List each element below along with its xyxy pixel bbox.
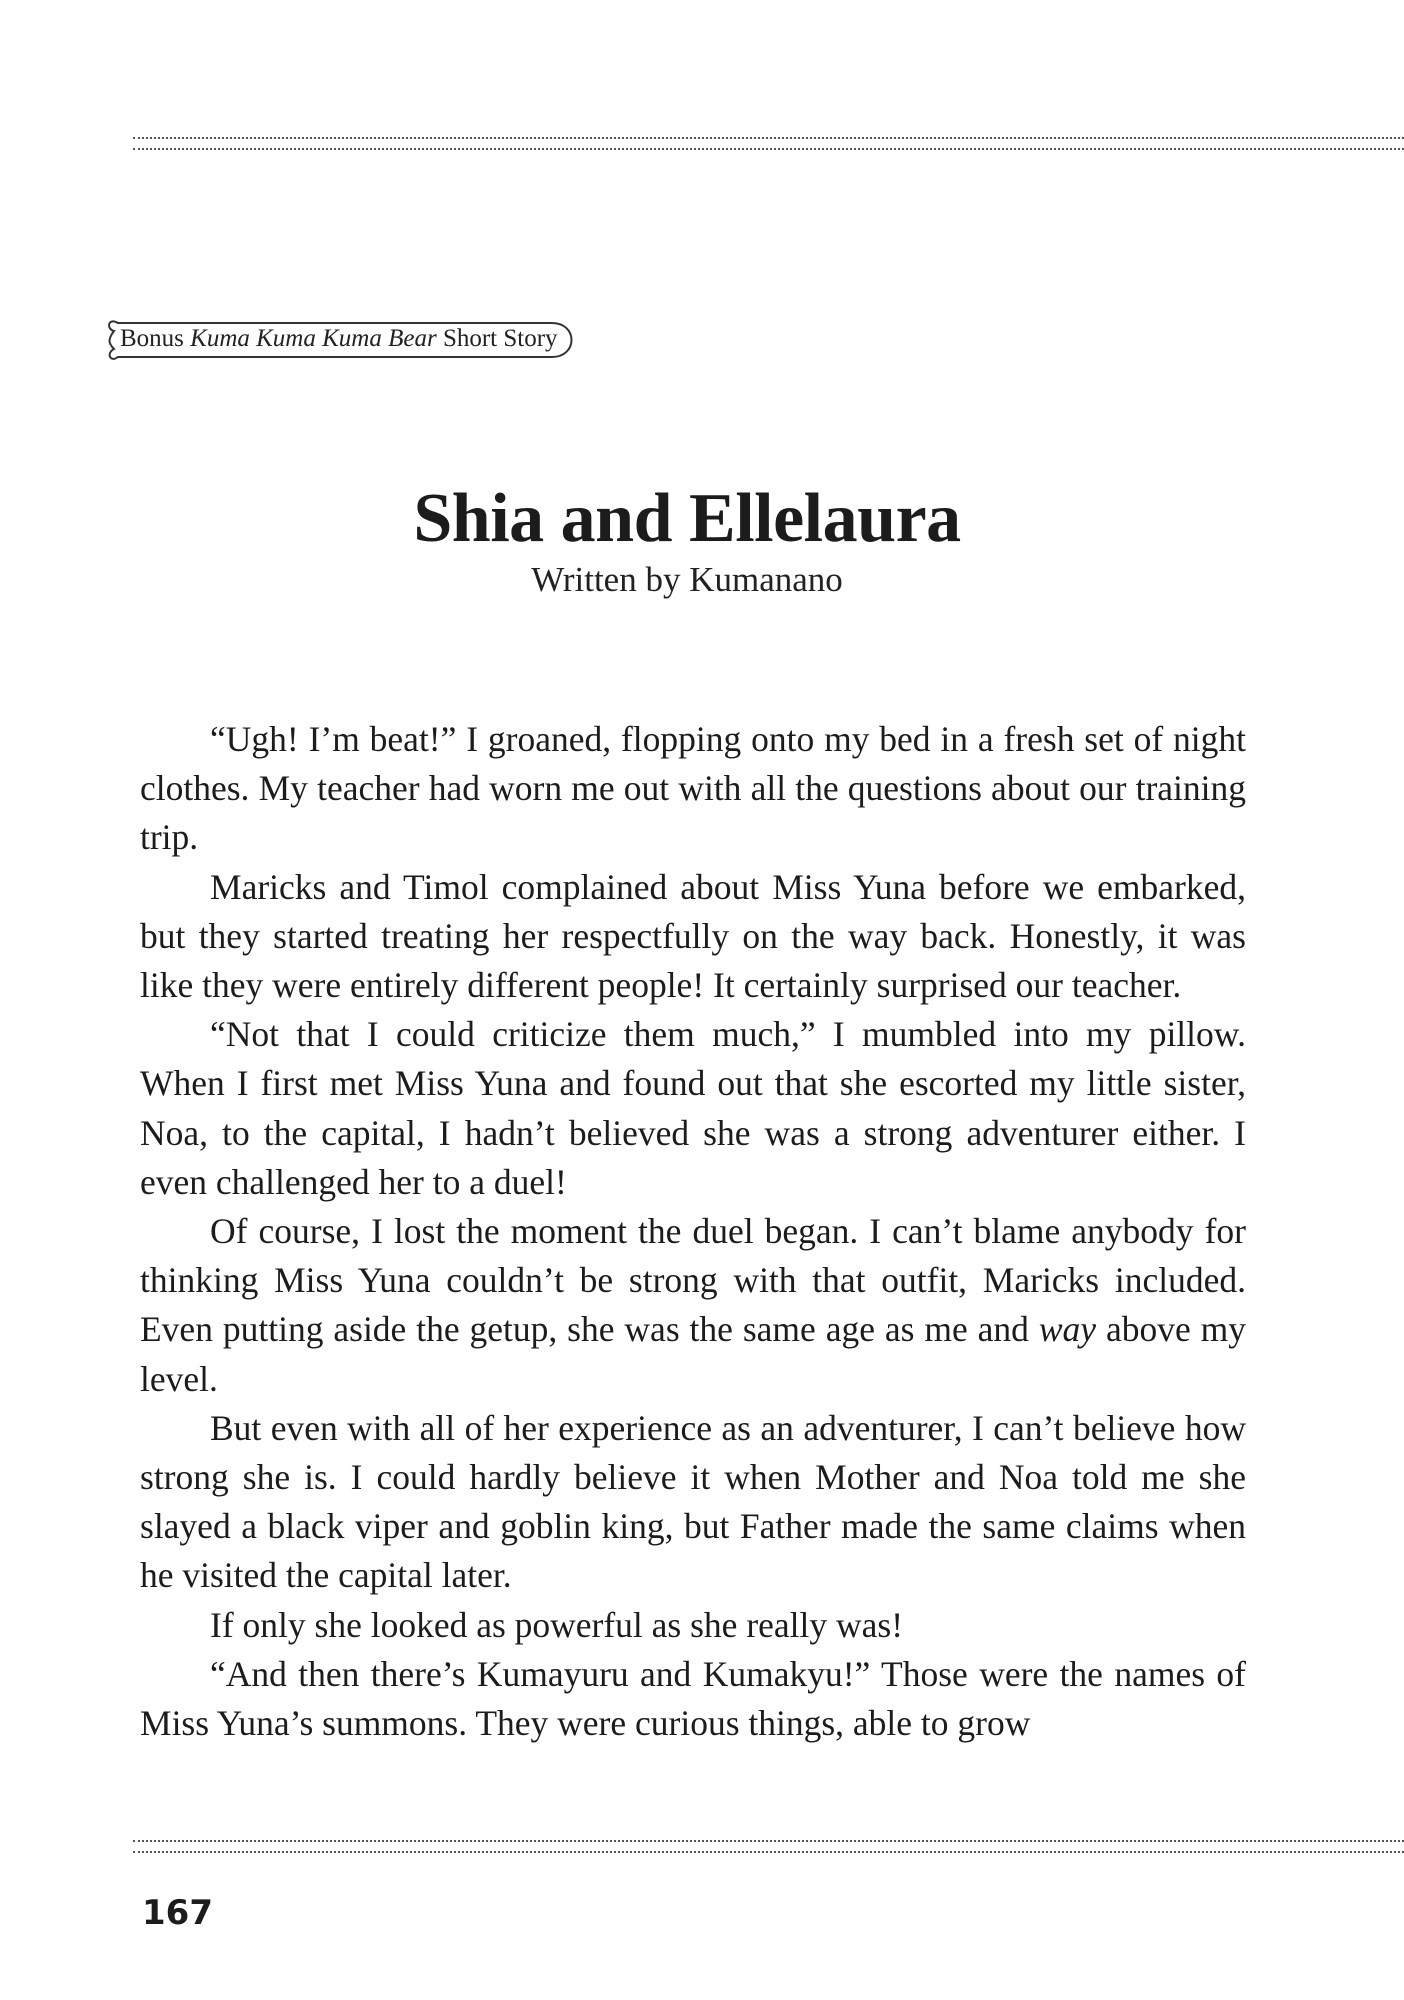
paragraph: If only she looked as powerful as she really was! (210, 1604, 904, 1645)
bottom-dotted-rule (133, 1840, 1404, 1853)
paragraph: But even with all of her experience as an adventurer, I can’t believe how strong she is. I could hardly believe it when Mother and Noa told me she slayed a black viper and goblin king, but Father made the same claims when he visited the capital later. (140, 1407, 1246, 1596)
paragraph: “Ugh! I’m beat!” I groaned, flopping onto my bed in a fresh set of night clothes. My teacher had worn me out with all the questions about our training trip. (140, 719, 1246, 858)
bonus-story-label (120, 325, 558, 353)
paragraph-text: Of course, I lost the moment the duel began. I can’t blame anybody for thinking Miss Yuna couldn’t be strong with that outfit, Maricks included. Even putting aside the getup, she was the same age as me and (140, 1211, 1246, 1350)
page-number: 167 (142, 1893, 213, 1933)
emphasis: way (1038, 1309, 1097, 1350)
top-dotted-rule (133, 137, 1404, 150)
paragraph: “Not that I could criticize them much,” I mumbled into my pillow. When I first met Miss Yuna and found out that she escorted my little sister, Noa, to the capital, I hadn’t believed she was a strong adventurer either. I even challenged her to a duel! (140, 1014, 1246, 1202)
label-suffix: Short Story (436, 325, 558, 352)
paragraph: Maricks and Timol complained about Miss Yuna before we embarked, but they started treating her respectfully on the way back. Honestly, it was like they were entirely different people! It certainly surprised our teacher. (140, 866, 1246, 1006)
label-series: Kuma Kuma Kuma Bear (190, 325, 437, 352)
chapter-title: Shia and Ellelaura (413, 479, 961, 557)
paragraph-text: above my level. (140, 1309, 1246, 1399)
paragraph (140, 1207, 1246, 1404)
label-prefix: Bonus (120, 325, 191, 352)
paragraph: “And then there’s Kumayuru and Kumakyu!” Those were the names of Miss Yuna’s summons. They were curious things, able to grow (140, 1653, 1246, 1744)
body-text (140, 715, 1246, 1748)
bonus-story-tag (104, 313, 582, 367)
author-byline: Written by Kumanano (531, 560, 843, 599)
